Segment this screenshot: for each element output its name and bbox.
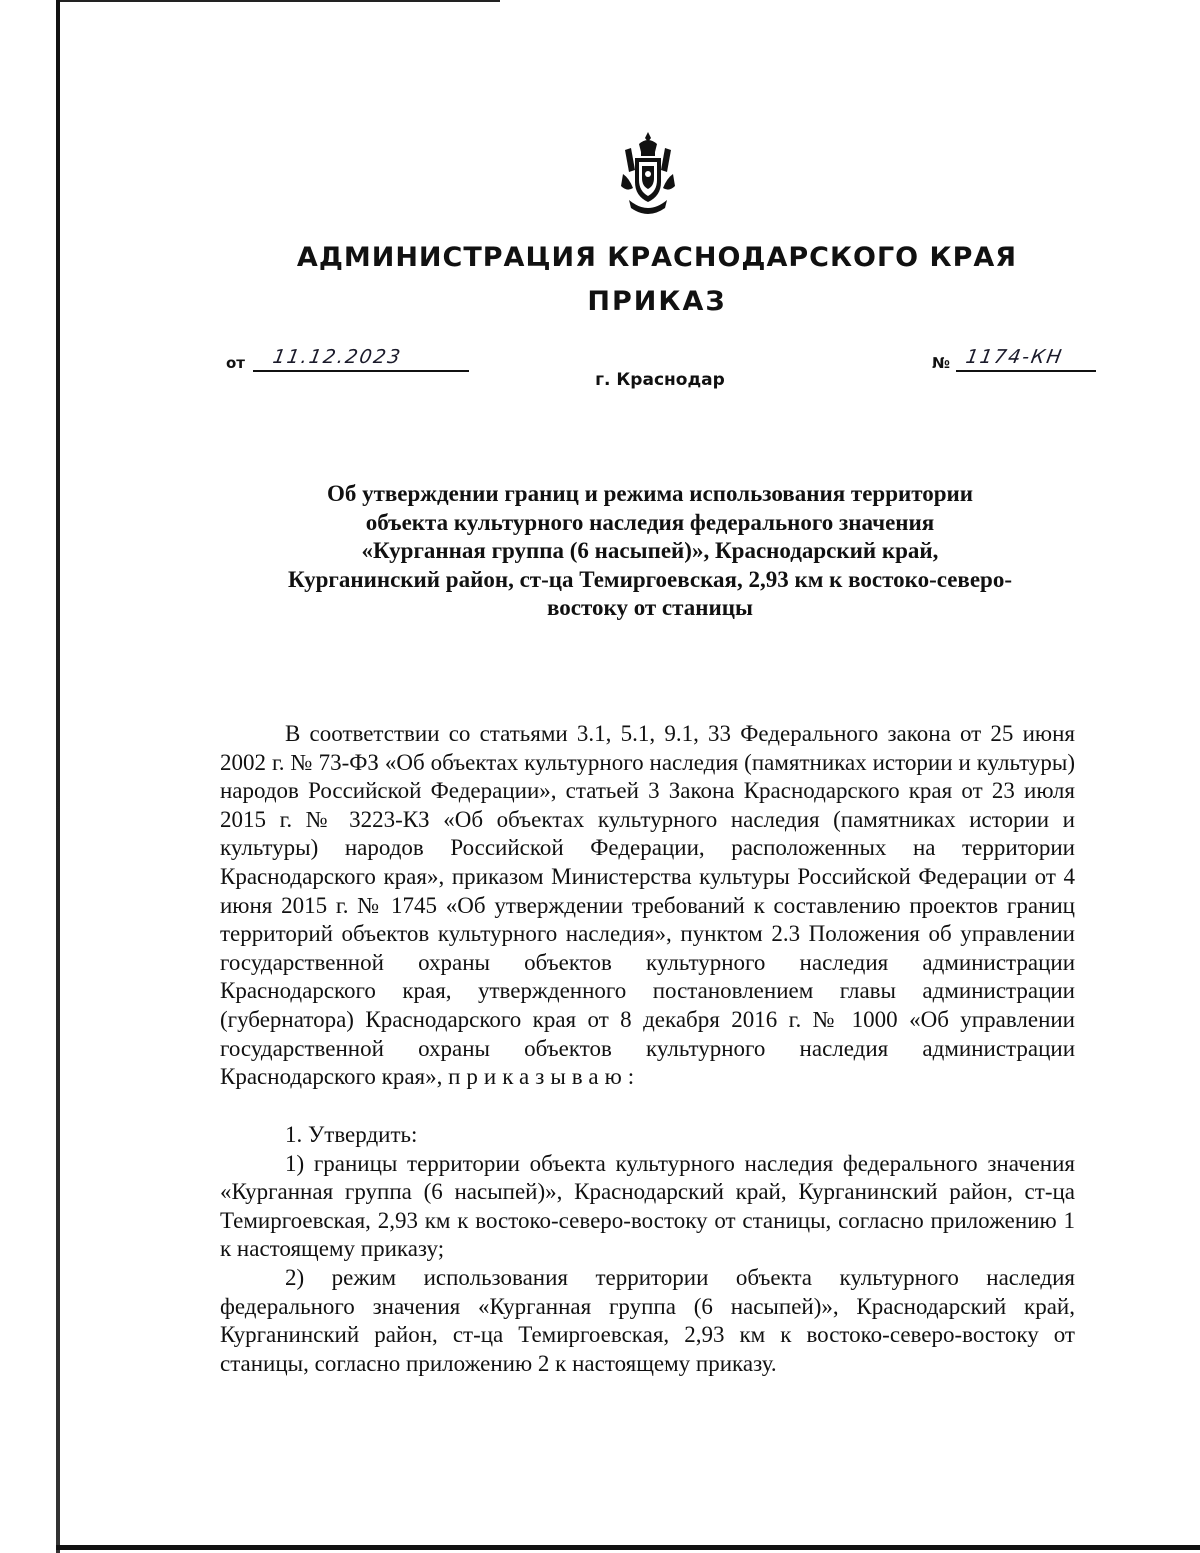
city: г. Краснодар [595,370,725,390]
heading-line: объекта культурного наследия федерального значения [365,509,935,535]
number-field [956,346,1096,372]
heading-line: Курганинский район, ст-ца Темиргоевская, 2,93 км к востоко-северо- [287,566,1013,592]
number-row [932,346,1096,372]
preamble [220,720,1075,1092]
preamble-paragraph [220,720,1075,1092]
number-prefix: № [932,354,951,372]
heading-line: «Курганная группа (6 насыпей)», Краснодарский край, [361,538,939,563]
heading-line: Об утверждении границ и режима использования территории [326,481,974,506]
scan-edge-bottom [56,1545,1200,1550]
order-items [220,1121,1075,1378]
preamble-text: В соответствии со статьями 3.1, 5.1, 9.1, 33 Федерального закона от 25 июня 2002 г. № 73-ФЗ «Об объектах культурного наследия (памятниках истории и культуры) народов Российской Федерации», статьей 3 Закона Краснодарского края от 23 июля 2015 г. № 3223-КЗ «Об объектах культурного наследия (памятниках истории и культуры) народов Российской Федерации, расположенных на территории Краснодарского края», приказом Министерства культуры Российской Федерации от 4 июня 2015 г. № 1745 «Об утверждении требований к составлению проектов границ территорий объектов культурного наследия», пунктом 2.3 Положения об управлении государственной охраны объектов культурного наследия администрации Краснодарского края, утвержденного постановлением главы администрации (губернатора) Краснодарского края от 8 декабря 2016 г. № 1000 «Об управлении государственной охраны объектов культурного наследия администрации Краснодарского края», [220,721,1075,1090]
heading-line: востоку от станицы [547,595,753,620]
handwritten-number: 1174-КН [964,346,1065,368]
order-word: приказываю: [448,1064,641,1090]
coat-of-arms-emblem [617,130,679,218]
document-type: ПРИКАЗ [587,286,727,317]
item-approve: 1. Утвердить: [285,1122,418,1147]
date-row [226,346,469,372]
item-boundaries: 1) границы территории объекта культурного наследия федерального значения «Курганная группа (6 насыпей)», Краснодарский край, Курганинский район, ст-ца Темиргоевская, 2,93 км к востоко-северо-востоку от станицы, согласно приложению 1 к настоящему приказу; [220,1150,1075,1262]
item-usage-regime: 2) режим использования территории объекта культурного наследия федерального значения «Курганная группа (6 насыпей)», Краснодарский край, Курганинский район, ст-ца Темиргоевская, 2,93 км к востоко-северо-востоку от станицы, согласно приложению 2 к настоящему приказу. [220,1264,1075,1376]
scan-edge-top [60,0,500,2]
date-prefix: от [226,354,245,372]
organization-title: АДМИНИСТРАЦИЯ КРАСНОДАРСКОГО КРАЯ [296,242,1018,273]
scan-edge-left [56,0,60,1553]
date-field [253,346,469,372]
document-heading [220,480,1080,623]
handwritten-date: 11.12.2023 [271,346,404,368]
